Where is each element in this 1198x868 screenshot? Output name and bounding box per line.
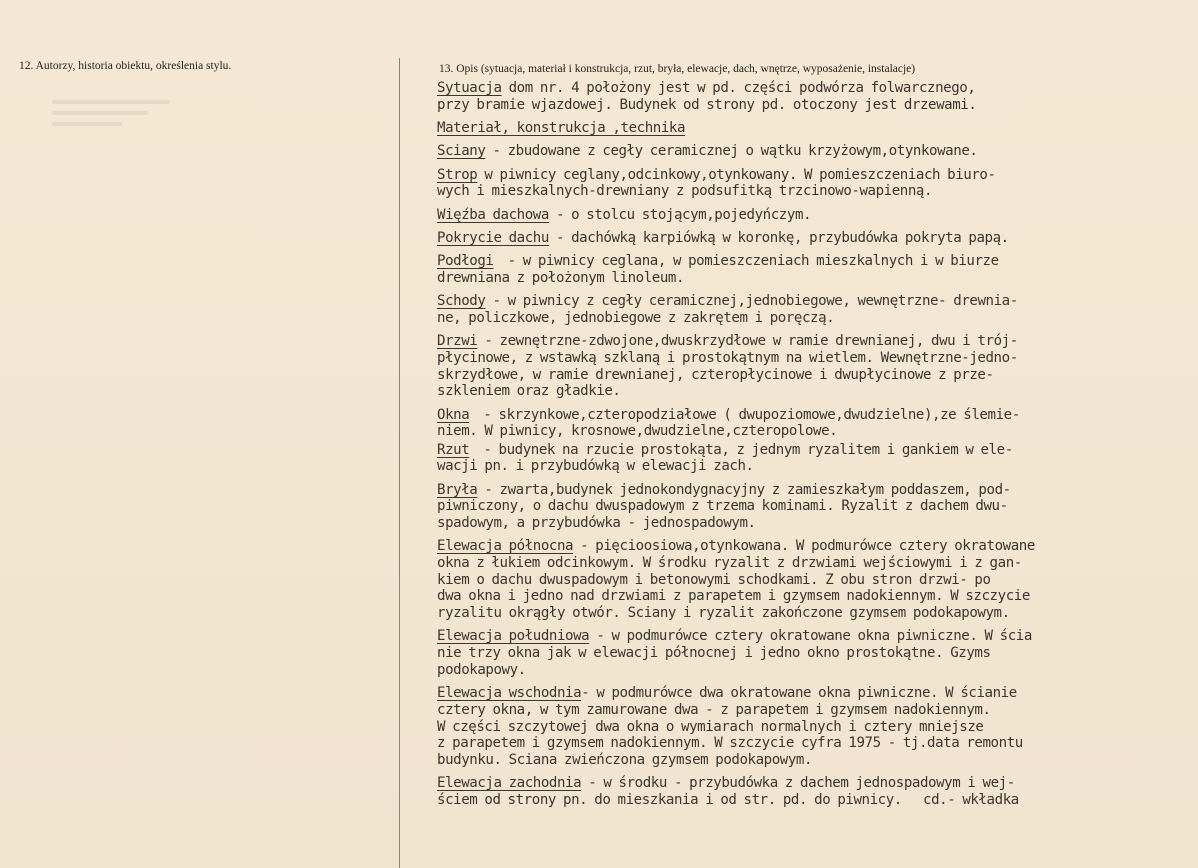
- text-line: [437, 333, 1198, 350]
- description-paragraph: [437, 80, 1198, 113]
- text-line: [437, 685, 1198, 702]
- text-line: [437, 207, 1198, 224]
- paragraph-heading: Sciany: [437, 143, 486, 160]
- paragraph-heading: Materiał, konstrukcja ,technika: [437, 120, 686, 136]
- text-line: [437, 80, 1198, 97]
- text-line: [437, 628, 1198, 645]
- column-divider: [399, 58, 400, 868]
- description-paragraph: [437, 253, 1198, 286]
- paragraph-text: - w podmurówce dwa okratowane okna piwniczne. W ścianie: [581, 685, 1017, 702]
- paragraph-heading: Drzwi: [437, 333, 478, 350]
- text-line: [437, 97, 1198, 114]
- paragraph-text: podokapowy.: [437, 661, 526, 678]
- section-13-header: 13. Opis (sytuacja, materiał i konstrukcja, rzut, bryła, elewacje, dach, wnętrze, wyposażenie, instalacje): [439, 63, 916, 75]
- description-paragraph: [437, 120, 1198, 137]
- description-paragraph: [437, 230, 1198, 247]
- paragraph-text: - zbudowane z cegły ceramicznej o wątku krzyżowym,otynkowane.: [485, 143, 978, 160]
- paragraph-heading: Bryła: [437, 481, 478, 498]
- description-paragraph: [437, 538, 1198, 622]
- text-line: [437, 515, 1198, 532]
- section-12-header: 12. Autorzy, historia obiektu, określenia stylu.: [19, 60, 232, 72]
- description-paragraph: [437, 628, 1198, 678]
- description-paragraph: [437, 442, 1198, 475]
- paragraph-text: ściem od strony pn. do mieszkania i od str. pd. do piwnicy. cd.- wkładka: [437, 791, 1019, 808]
- text-line: [437, 555, 1198, 572]
- text-line: [437, 383, 1198, 400]
- paragraph-text: - zwarta,budynek jednokondygnacyjny z zamieszkałym poddaszem, pod-: [477, 481, 1011, 498]
- text-line: [437, 143, 1198, 160]
- paragraph-text: spadowym, a przybudówka - jednospadowym.: [437, 515, 756, 531]
- paragraph-heading: Więźba dachowa: [437, 206, 549, 223]
- description-paragraph: [437, 167, 1198, 200]
- paragraph-heading: Sytuacja: [437, 80, 502, 96]
- text-line: [437, 588, 1198, 605]
- text-line: [437, 270, 1198, 287]
- paragraph-text: - pięcioosiowa,otynkowana. W podmurówce cztery okratowane: [573, 538, 1035, 555]
- paragraph-text: dom nr. 4 położony jest w pd. części podwórza folwarcznego,: [501, 80, 976, 96]
- paragraph-text: ne, policzkowe, jednobiegowe z zakrętem i poręczą.: [437, 309, 835, 326]
- text-line: [437, 310, 1198, 327]
- paragraph-heading: Schody: [437, 293, 486, 310]
- paragraph-text: budynku. Sciana zwieńczona gzymsem podokapowym.: [437, 751, 813, 768]
- text-line: [437, 735, 1198, 752]
- paragraph-heading: Podłogi: [437, 253, 494, 270]
- text-line: [437, 645, 1198, 662]
- paragraph-text: - zewnętrzne-zdwojone,dwuskrzydłowe w ramie drewnianej, dwu i trój-: [477, 333, 1018, 350]
- paragraph-text: - budynek na rzucie prostokąta, z jednym ryzalitem i gankiem w ele-: [469, 441, 1013, 458]
- paragraph-text: piwniczony, o dachu dwuspadowym z trzema kominami. Ryzalit z dachem dwu-: [437, 498, 1008, 515]
- text-line: [437, 792, 1198, 809]
- paragraph-text: niem. W piwnicy, krosnowe,dwudzielne,czteropolowe.: [437, 423, 838, 440]
- paragraph-text: dwa okna i jedno nad drzwiami z parapetem i gzymsem nadokiennym. W szczycie: [437, 588, 1030, 605]
- text-line: [437, 120, 1198, 137]
- paragraph-text: okna z łukiem odcinkowym. W środku ryzalit z drzwiami wejściowymi i z gan-: [437, 555, 1022, 571]
- paragraph-text: kiem o dachu dwuspadowym i betonowymi schodkami. Z obu stron drzwi- po: [437, 571, 991, 588]
- paragraph-heading: Rzut: [437, 441, 470, 458]
- description-paragraph: [437, 482, 1198, 532]
- description-paragraph: [437, 333, 1198, 400]
- paragraph-text: płycinowe, z wstawką szklaną i prostokątnym na wietlem. Wewnętrzne-jedno-: [437, 349, 1018, 366]
- description-paragraph: [437, 207, 1198, 224]
- paragraph-text: szkleniem oraz gładkie.: [437, 383, 621, 400]
- description-paragraph: [437, 407, 1198, 440]
- text-line: [437, 167, 1198, 184]
- text-line: [437, 350, 1198, 367]
- text-line: [437, 498, 1198, 515]
- text-line: [437, 230, 1198, 247]
- paragraph-text: w piwnicy ceglany,odcinkowy,otynkowany. W pomieszczeniach biuro-: [477, 166, 996, 183]
- paragraph-text: nie trzy okna jak w elewacji północnej i jedno okno prostokątne. Gzyms: [437, 645, 991, 662]
- paragraph-text: drewniana z położonym linoleum.: [437, 269, 685, 286]
- description-text: [437, 80, 1198, 815]
- text-line: [437, 752, 1198, 769]
- text-line: [437, 662, 1198, 679]
- paragraph-text: - w piwnicy z cegły ceramicznej,jednobiegowe, wewnętrzne- drewnia-: [485, 293, 1018, 310]
- paragraph-heading: Elewacja południowa: [437, 628, 590, 645]
- paragraph-text: W części szczytowej dwa okna o wymiarach normalnych i cztery mniejsze: [437, 718, 984, 735]
- paragraph-heading: Okna: [437, 406, 470, 423]
- text-line: [437, 702, 1198, 719]
- paragraph-heading: Elewacja północna: [437, 538, 574, 555]
- paragraph-text: ryzalitu okrągły otwór. Sciany i ryzalit zakończone gzymsem podokapowym.: [437, 605, 1010, 622]
- description-paragraph: [437, 293, 1198, 326]
- text-line: [437, 183, 1198, 200]
- paragraph-text: - w podmurówce cztery okratowane okna piwniczne. W ścia: [589, 628, 1032, 645]
- paragraph-heading: Elewacja zachodnia: [437, 775, 582, 792]
- text-line: [437, 442, 1198, 459]
- text-line: [437, 253, 1198, 270]
- paragraph-text: - o stolcu stojącym,pojedyńczym.: [548, 206, 812, 223]
- paragraph-text: - dachówką karpiówką w koronkę, przybudówka pokryta papą.: [548, 229, 1009, 246]
- text-line: [437, 572, 1198, 589]
- faded-handwritten-note: [52, 100, 172, 130]
- text-line: [437, 423, 1198, 440]
- paragraph-text: - w piwnicy ceglana, w pomieszczeniach mieszkalnych i w biurze: [493, 253, 999, 270]
- paragraph-text: cztery okna, w tym zamurowane dwa - z parapetem i gzymsem nadokiennym.: [437, 701, 991, 718]
- text-line: [437, 458, 1198, 475]
- paragraph-heading: Strop: [437, 166, 478, 183]
- text-line: [437, 605, 1198, 622]
- text-line: [437, 482, 1198, 499]
- paragraph-text: - w środku - przybudówka z dachem jednospadowym i wej-: [581, 775, 1015, 792]
- paragraph-text: z parapetem i gzymsem nadokiennym. W szczycie cyfra 1975 - tj.data remontu: [437, 735, 1023, 752]
- text-line: [437, 538, 1198, 555]
- paragraph-text: wych i mieszkalnych-drewniany z podsufitką trzcinowo-wapienną.: [437, 183, 933, 200]
- description-paragraph: [437, 143, 1198, 160]
- paragraph-heading: Pokrycie dachu: [437, 229, 549, 246]
- paragraph-text: wacji pn. i przybudówką w elewacji zach.: [437, 458, 754, 475]
- text-line: [437, 775, 1198, 792]
- text-line: [437, 367, 1198, 384]
- paragraph-heading: Elewacja wschodnia: [437, 685, 582, 702]
- description-paragraph: [437, 775, 1198, 808]
- text-line: [437, 293, 1198, 310]
- paragraph-text: przy bramie wjazdowej. Budynek od strony pd. otoczony jest drzewami.: [437, 96, 977, 113]
- paragraph-text: skrzydłowe, w ramie drewnianej, czteropłycinowe i dwupłycinowe z prze-: [437, 366, 994, 383]
- description-paragraph: [437, 685, 1198, 769]
- text-line: [437, 719, 1198, 736]
- paragraph-text: - skrzynkowe,czteropodziałowe ( dwupoziomowe,dwudzielne),ze ślemie-: [469, 406, 1020, 423]
- text-line: [437, 407, 1198, 424]
